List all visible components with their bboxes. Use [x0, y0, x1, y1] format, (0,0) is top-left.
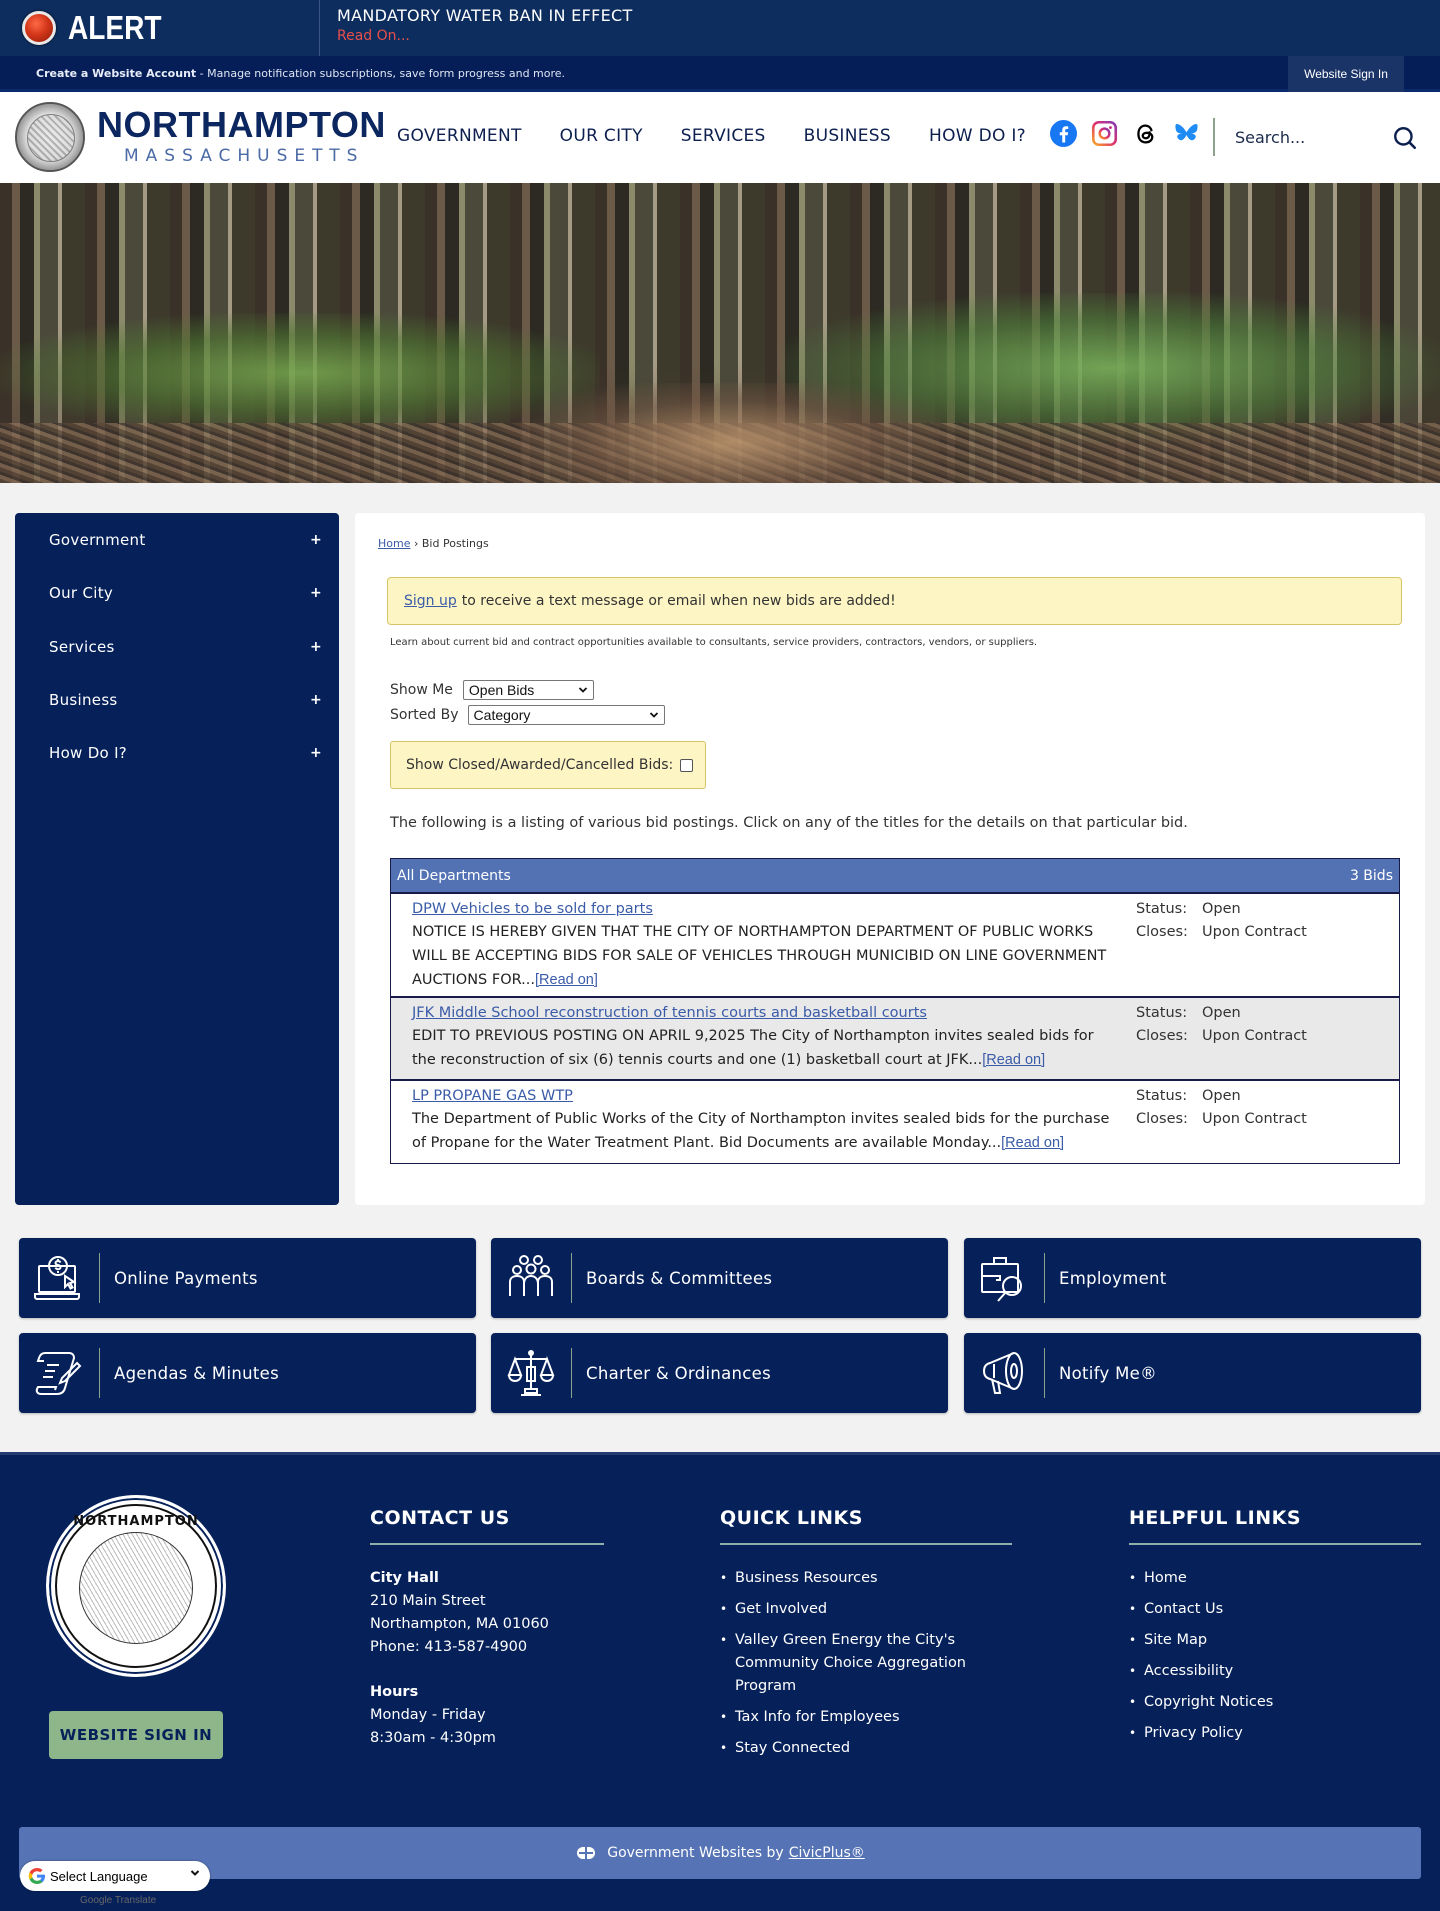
breadcrumb	[378, 537, 489, 550]
closes-label: Closes:	[1136, 1028, 1188, 1044]
hero-forest-image	[0, 183, 1440, 483]
bid-title-link[interactable]: JFK Middle School reconstruction of tennis courts and basketball courts	[412, 1005, 927, 1021]
online-payments-icon	[19, 1238, 99, 1318]
account-description: - Manage notification subscriptions, save form progress and more.	[196, 67, 566, 80]
create-account-link[interactable]: Create a Website Account	[36, 67, 197, 80]
table-row	[391, 1081, 1399, 1163]
heading-rule	[720, 1543, 1012, 1545]
helpful-link-privacy[interactable]: • Privacy Policy	[1129, 1722, 1379, 1745]
status-value: Open	[1202, 1088, 1241, 1104]
tile-label: Agendas & Minutes	[114, 1363, 279, 1383]
tile-divider	[99, 1348, 100, 1398]
bid-meta	[1136, 1002, 1307, 1048]
quick-link-tax-info[interactable]: • Tax Info for Employees	[720, 1706, 970, 1729]
closes-label: Closes:	[1136, 1111, 1188, 1127]
chevron-down-icon	[578, 682, 588, 698]
site-header	[0, 92, 1440, 183]
boards-committees-icon	[491, 1238, 571, 1318]
read-on-link[interactable]: [Read on]	[982, 1052, 1046, 1068]
language-select-value: Select Language	[50, 1868, 148, 1884]
alert-message	[337, 6, 633, 44]
main-nav	[397, 126, 1064, 146]
show-closed-checkbox[interactable]	[680, 759, 693, 772]
table-row	[391, 998, 1399, 1081]
notify-me-icon	[964, 1333, 1044, 1413]
sign-up-link[interactable]: Sign up	[404, 593, 457, 609]
facebook-icon[interactable]	[1050, 120, 1077, 147]
helpful-link-accessibility[interactable]: • Accessibility	[1129, 1660, 1379, 1683]
quick-links-heading: QUICK LINKS	[720, 1507, 863, 1529]
read-on-link[interactable]: [Read on]	[1001, 1135, 1065, 1151]
bid-description-text: The Department of Public Works of the City of Northampton invites sealed bids for the purchase of Propane for the Water Treatment Plant. Bid Documents are available Monday...	[412, 1111, 1110, 1151]
sidebar-item-label: Our City	[49, 583, 114, 602]
sidebar-item-label: Services	[49, 637, 115, 656]
tile-divider	[99, 1253, 100, 1303]
bid-description	[412, 1024, 1122, 1072]
civicplus-icon	[575, 1845, 597, 1861]
expand-plus-icon[interactable]: +	[309, 584, 322, 601]
sidebar-item-label: Business	[49, 690, 118, 709]
status-label: Status:	[1136, 1088, 1188, 1104]
bid-summary	[412, 898, 1122, 992]
quick-link-get-involved[interactable]: • Get Involved	[720, 1598, 970, 1621]
bid-summary	[412, 1085, 1122, 1155]
expand-plus-icon[interactable]: +	[309, 744, 322, 761]
bid-description-text: EDIT TO PREVIOUS POSTING ON APRIL 9,2025 The City of Northampton invites sealed bids for the reconstruction of six (6) tennis courts and one (1) basketball court at JFK...	[412, 1028, 1094, 1068]
hero-ferns-left	[0, 313, 600, 433]
alert-title[interactable]: MANDATORY WATER BAN IN EFFECT	[337, 6, 633, 25]
nav-business[interactable]: BUSINESS	[803, 126, 891, 146]
bid-title-link[interactable]: DPW Vehicles to be sold for parts	[412, 901, 653, 917]
contact-street: 210 Main Street	[370, 1593, 486, 1609]
search-icon[interactable]	[1392, 125, 1418, 155]
nav-government[interactable]: GOVERNMENT	[397, 126, 522, 146]
expand-plus-icon[interactable]: +	[309, 691, 322, 708]
tile-label: Online Payments	[114, 1268, 258, 1288]
nav-divider	[1213, 118, 1215, 156]
show-closed-toggle	[390, 741, 706, 789]
sidebar-item-how-do-i[interactable]	[15, 726, 339, 779]
sidebar-item-government[interactable]	[15, 513, 339, 566]
show-me-value: Open Bids	[468, 682, 535, 698]
bid-table	[390, 858, 1400, 1164]
civicplus-link[interactable]: CivicPlus®	[788, 1845, 865, 1861]
contact-name: City Hall	[370, 1570, 439, 1586]
helpful-link-copyright[interactable]: • Copyright Notices	[1129, 1691, 1379, 1714]
bid-description	[412, 1107, 1122, 1155]
main-content	[355, 513, 1425, 1205]
chevron-down-icon	[649, 707, 659, 723]
google-translate-credit: Google Translate	[80, 1895, 157, 1906]
sorted-by-label: Sorted By	[390, 707, 459, 723]
hero-path	[520, 383, 940, 483]
heading-rule	[370, 1543, 604, 1545]
website-sign-in-button[interactable]: Website Sign In	[1288, 56, 1404, 92]
search-input[interactable]: Search...	[1235, 128, 1306, 147]
seal-emblem	[79, 1532, 193, 1644]
sidebar-item-business[interactable]	[15, 673, 339, 726]
breadcrumb-current: Bid Postings	[421, 537, 489, 550]
contact-us-heading: CONTACT US	[370, 1507, 510, 1529]
tile-label: Charter & Ordinances	[586, 1363, 772, 1383]
tile-boards-committees[interactable]	[491, 1238, 948, 1318]
helpful-link-site-map[interactable]: • Site Map	[1129, 1629, 1379, 1652]
show-me-select[interactable]	[463, 680, 594, 700]
brand-subtitle: MASSACHUSETTS	[124, 146, 365, 166]
sidebar-item-services[interactable]	[15, 620, 339, 673]
threads-icon[interactable]	[1132, 120, 1159, 147]
status-value: Open	[1202, 901, 1241, 917]
contact-info	[370, 1567, 549, 1750]
tile-divider	[571, 1348, 572, 1398]
hours-time: 8:30am - 4:30pm	[370, 1730, 496, 1746]
tile-divider	[571, 1253, 572, 1303]
heading-rule	[1129, 1543, 1421, 1545]
sidebar-item-label: Government	[49, 530, 146, 549]
tile-label: Employment	[1059, 1268, 1167, 1288]
page-description: Learn about current bid and contract opportunities available to consultants, service providers, contractors, vendors, or suppliers.	[390, 637, 1038, 648]
department-name: All Departments	[397, 867, 511, 884]
sidebar-item-our-city[interactable]	[15, 566, 339, 619]
bid-description	[412, 920, 1122, 992]
signup-notice-text: to receive a text message or email when new bids are added!	[461, 593, 896, 609]
alert-label: ALERT	[68, 9, 162, 46]
quick-links-list	[720, 1567, 970, 1768]
account-bar	[0, 56, 1440, 92]
tile-employment[interactable]	[964, 1238, 1421, 1318]
contact-phone[interactable]: Phone: 413-587-4900	[370, 1639, 528, 1655]
brand-name[interactable]: NORTHAMPTON	[97, 104, 386, 145]
employment-icon	[964, 1238, 1044, 1318]
alert-read-on-link[interactable]: Read On...	[337, 28, 410, 44]
tile-label: Notify Me®	[1059, 1363, 1157, 1383]
city-seal-logo[interactable]	[15, 102, 85, 172]
breadcrumb-separator: ›	[410, 537, 422, 550]
listing-intro: The following is a listing of various bid postings. Click on any of the titles for the details on that particular bid.	[390, 815, 1188, 831]
helpful-link-contact-us[interactable]: • Contact Us	[1129, 1598, 1379, 1621]
tile-notify-me[interactable]	[964, 1333, 1421, 1413]
chevron-down-icon	[190, 1867, 200, 1881]
footer-website-sign-in-button[interactable]: WEBSITE SIGN IN	[49, 1711, 223, 1759]
language-select[interactable]	[20, 1861, 210, 1891]
civicplus-bar	[19, 1827, 1421, 1879]
bid-title-link[interactable]: LP PROPANE GAS WTP	[412, 1088, 573, 1104]
spacer	[370, 1659, 549, 1681]
tile-charter-ordinances[interactable]	[491, 1333, 948, 1413]
status-value: Open	[1202, 1005, 1241, 1021]
sidebar-nav	[15, 513, 339, 1205]
civicplus-text: Government Websites by	[607, 1845, 784, 1861]
bid-meta	[1136, 1085, 1307, 1131]
alert-icon	[22, 11, 56, 45]
quick-link-valley-green-energy[interactable]: • Valley Green Energy the City's Community Choice Aggregation Program	[720, 1629, 970, 1698]
status-label: Status:	[1136, 901, 1188, 917]
contact-city: Northampton, MA 01060	[370, 1616, 549, 1632]
bid-table-header	[391, 859, 1399, 894]
closes-value: Upon Contract	[1202, 924, 1307, 940]
helpful-links-heading: HELPFUL LINKS	[1129, 1507, 1302, 1529]
alert-bar	[0, 0, 1440, 56]
bluesky-icon[interactable]	[1173, 120, 1200, 147]
closes-value: Upon Contract	[1202, 1111, 1307, 1127]
bid-count: 3 Bids	[1349, 867, 1393, 884]
tile-divider	[1044, 1348, 1045, 1398]
tile-divider	[1044, 1253, 1045, 1303]
quick-link-business-resources[interactable]: • Business Resources	[720, 1567, 970, 1590]
tile-agendas-minutes[interactable]	[19, 1333, 476, 1413]
social-links	[1050, 120, 1200, 147]
bid-meta	[1136, 898, 1307, 944]
hours-days: Monday - Friday	[370, 1707, 486, 1723]
read-on-link[interactable]: [Read on]	[535, 972, 598, 988]
show-closed-label: Show Closed/Awarded/Cancelled Bids:	[406, 757, 674, 773]
tile-online-payments[interactable]	[19, 1238, 476, 1318]
bid-summary	[412, 1002, 1122, 1072]
google-g-icon	[28, 1867, 46, 1885]
instagram-icon[interactable]	[1091, 120, 1118, 147]
site-footer	[0, 1452, 1440, 1911]
helpful-links-list	[1129, 1567, 1379, 1753]
show-me-label: Show Me	[390, 682, 453, 698]
hours-heading: Hours	[370, 1684, 419, 1700]
agendas-minutes-icon	[19, 1333, 99, 1413]
nav-how-do-i[interactable]: HOW DO I?	[929, 126, 1026, 146]
signup-notice	[387, 577, 1402, 625]
expand-plus-icon[interactable]: +	[309, 531, 322, 548]
sorted-by-value: Category	[473, 707, 531, 723]
expand-plus-icon[interactable]: +	[309, 638, 322, 655]
closes-value: Upon Contract	[1202, 1028, 1307, 1044]
table-row	[391, 894, 1399, 998]
tile-label: Boards & Committees	[586, 1268, 773, 1288]
seal-text: NORTHAMPTON	[73, 1514, 199, 1529]
helpful-link-home[interactable]: • Home	[1129, 1567, 1379, 1590]
show-me-filter	[390, 680, 594, 700]
nav-services[interactable]: SERVICES	[680, 126, 766, 146]
nav-our-city[interactable]: OUR CITY	[559, 126, 643, 146]
account-message	[36, 67, 565, 80]
bid-description-text: NOTICE IS HEREBY GIVEN THAT THE CITY OF NORTHAMPTON DEPARTMENT OF PUBLIC WORKS WILL BE ACCEPTING BIDS FOR SALE OF VEHICLES THROUGH MUNICIBID ON LINE GOVERNMENT AUCTIONS FOR...	[412, 924, 1107, 988]
status-label: Status:	[1136, 1005, 1188, 1021]
charter-ordinances-icon	[491, 1333, 571, 1413]
closes-label: Closes:	[1136, 924, 1188, 940]
sorted-by-select[interactable]	[468, 705, 665, 725]
sorted-by-filter	[390, 705, 665, 725]
alert-label-area	[0, 0, 320, 56]
city-seal-footer	[46, 1495, 226, 1677]
sidebar-item-label: How Do I?	[49, 743, 128, 762]
breadcrumb-home-link[interactable]: Home	[378, 537, 411, 550]
quick-link-stay-connected[interactable]: • Stay Connected	[720, 1737, 970, 1760]
